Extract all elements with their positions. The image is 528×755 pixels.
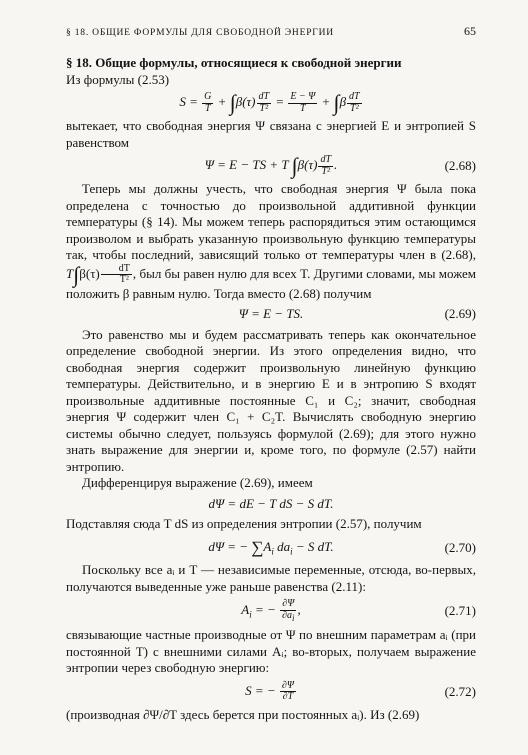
equation-2-53-expanded: S = $\frac{G}{T}$ + ∫β(τ) $\frac{dT}{\text{T²}}$ = $\frac{E - \Psi}{T}$ + ∫β $\frac{dT}{\text{T²}}$: [179, 90, 360, 116]
equation-2-70: dΨ = − $\sum A_i$ $da_i - S$ dT. (2.70): [208, 537, 476, 557]
running-title: § 18. ОБЩИЕ ФОРМУЛЫ ДЛЯ СВОБОДНОЙ ЭНЕРГИИ: [66, 28, 334, 38]
equation-number: (2.72): [444, 683, 476, 699]
equation-2-72: S = − $\frac{\partial\Psi}{\partial T}$ (2.72): [245, 679, 476, 703]
paragraph-5: Дифференцируя выражение (2.69), имеем: [82, 475, 313, 491]
paragraph-3: Теперь мы должны учесть, что свободная энергия Ψ была пока определена с точностью до произвольной аддитивной функции температуры (§ 14). Мы можем теперь распорядиться этим остающимся произволом и выбрать указанную произвольную функцию температуры так, чтобы последний, зависящий только от температуры член в (2.68), T∫β(τ) $\frac{dT}{\text{T²}}$ , был бы равен нулю для всех T. Другими словами, мы можем положить β равным нулю. Тогда вместо (2.68) получим: [66, 181, 476, 301]
paragraph-6: Подставляя сюда T dS из определения энтропии (2.57), получим: [66, 516, 422, 532]
equation-number: (2.69): [444, 306, 476, 322]
paragraph-2: вытекает, что свободная энергия Ψ связана с энергией E и энтропией S равенством: [66, 118, 476, 150]
equation-dpsi: dΨ = dE − T dS − S dT.: [208, 495, 334, 511]
running-header: [66, 24, 476, 39]
page-number: 65: [464, 24, 476, 38]
equation-number: (2.71): [444, 603, 476, 619]
equation-number: (2.68): [444, 157, 476, 173]
equation-2-69: Ψ = E − TS. (2.69): [238, 306, 476, 322]
equation-2-68: Ψ = E − TS + T ∫β(τ) $\frac{dT}{\text{T²}}$ . (2.68): [204, 153, 476, 179]
paragraph-9: (производная ∂Ψ/∂T здесь берется при постоянных aᵢ). Из (2.69): [66, 706, 420, 722]
section-title: § 18. Общие формулы, относящиеся к свободной энергии: [66, 55, 402, 71]
paragraph-1: Из формулы (2.53): [66, 71, 170, 87]
equation-2-71: $A_i$ = − $\frac{\partial\Psi}{\partial a_i}$ , (2.71): [241, 598, 476, 623]
equation-number: (2.70): [444, 539, 476, 555]
paragraph-4: Это равенство мы и будем рассматривать теперь как окончательное определение свободной энергии. Из этого определения видно, что свободная энергия содержит произвольную линейную функцию температуры. Действительно, и в энергию E и в энтропию S входят произвольные аддитивные постоянные C₁ и C₂; значит, свободная энергия Ψ содержит член C₁ + C₂T. Вычислять свободную энергию системы обычно следует, пользуясь формулой (2.69); для этого нужно знать выражение для энергии и, кроме того, по формуле (2.57) найти энтропию.: [66, 326, 476, 474]
paragraph-8: связывающие частные производные от Ψ по внешним параметрам aᵢ (при постоянной T) с внешними силами Aᵢ; во-вторых, получаем выражение энтропии через свободную энергию:: [66, 627, 476, 676]
paragraph-7: Поскольку все aᵢ и T — независимые переменные, отсюда, во-первых, получаются выведенные уже раньше равенства (2.11):: [66, 562, 476, 594]
